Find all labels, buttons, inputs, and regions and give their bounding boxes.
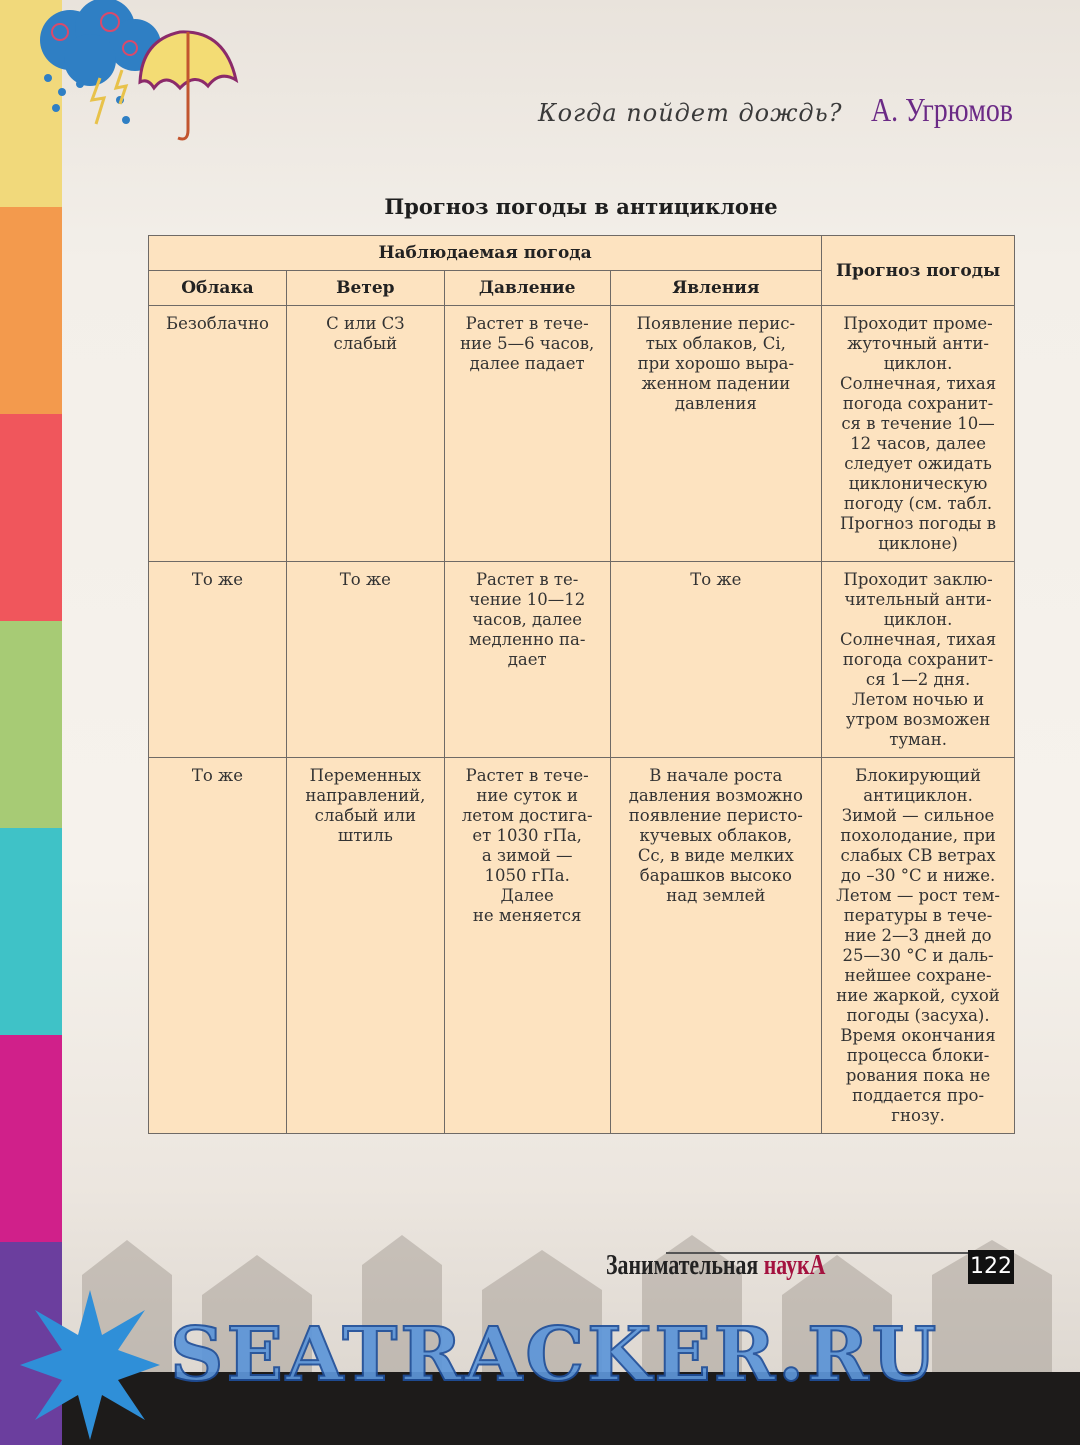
rain-cloud-umbrella-illustration <box>30 0 250 150</box>
cell-wind: Переменных направлений, слабый или штиль <box>286 758 444 1134</box>
cell-wind: С или СЗ слабый <box>286 306 444 562</box>
umbrella-icon <box>140 32 236 139</box>
column-header-wind: Ветер <box>286 271 444 306</box>
cell-clouds: То же <box>149 562 287 758</box>
magazine-name-accent: наукА <box>763 1250 826 1281</box>
table-row <box>149 758 1015 1134</box>
cell-forecast: Проходит проме- жуточный анти- циклон. Солнечная, тихая погода сохранит- ся в течение 10— 12 часов, далее следует ожидать циклоническую погоду (см. табл. Прогноз погоды в циклоне) <box>822 306 1015 562</box>
column-header-pressure: Давление <box>444 271 610 306</box>
page-header <box>538 92 1044 142</box>
cell-phenomena: В начале роста давления возможно появление перисто- кучевых облаков, Cc, в виде мелких барашков высоко над землей <box>610 758 822 1134</box>
page-footer <box>606 1250 1014 1284</box>
cell-pressure: Растет в те- чение 10—12 часов, далее медленно па- дает <box>444 562 610 758</box>
stripe-green <box>0 621 62 828</box>
table-caption: Прогноз погоды в антициклоне <box>384 194 778 219</box>
cell-forecast: Проходит заклю- чительный анти- циклон. Солнечная, тихая погода сохранит- ся 1—2 дня. Летом ночью и утром возможен туман. <box>822 562 1015 758</box>
article-title: Когда пойдет дождь? <box>538 99 843 127</box>
column-header-clouds: Облака <box>149 271 287 306</box>
magazine-name <box>606 1250 825 1282</box>
stripe-magenta <box>0 1035 62 1242</box>
table-row <box>149 562 1015 758</box>
stripe-teal <box>0 828 62 1035</box>
cell-forecast: Блокирующий антициклон. Зимой — сильное похолодание, при слабых СВ ветрах до –30 °С и ниже. Летом — рост тем- пературы в тече- ние 2—3 дней до 25—30 °С и даль- нейшее сохране- ние жаркой, сухой погоды (засуха). Время окончания процесса блоки- рования пока не поддается про- гнозу. <box>822 758 1015 1134</box>
stripe-orange <box>0 207 62 414</box>
cell-pressure: Растет в тече- ние 5—6 часов, далее падает <box>444 306 610 562</box>
stripe-red <box>0 414 62 621</box>
article-author: А. Угрюмов <box>870 92 1013 129</box>
column-header-phenomena: Явления <box>610 271 822 306</box>
magazine-name-main: Занимательная <box>606 1250 764 1281</box>
watermark: SEATRACKER.RU <box>170 1312 940 1398</box>
cell-phenomena: Появление перис- тых облаков, Ci, при хорошо выра- женном падении давления <box>610 306 822 562</box>
table-row <box>149 306 1015 562</box>
cell-clouds: То же <box>149 758 287 1134</box>
cell-wind: То же <box>286 562 444 758</box>
cell-pressure: Растет в тече- ние суток и летом достига- ет 1030 гПа, а зимой — 1050 гПа. Далее не меняется <box>444 758 610 1134</box>
side-color-stripes <box>0 0 62 1445</box>
page-number: 122 <box>968 1250 1014 1284</box>
forecast-header: Прогноз погоды <box>822 236 1015 306</box>
cell-clouds: Безоблачно <box>149 306 287 562</box>
sun-burst-icon <box>20 1290 160 1440</box>
cell-phenomena: То же <box>610 562 822 758</box>
anticyclone-forecast-table <box>148 235 1015 1134</box>
observed-weather-header: Наблюдаемая погода <box>149 236 822 271</box>
